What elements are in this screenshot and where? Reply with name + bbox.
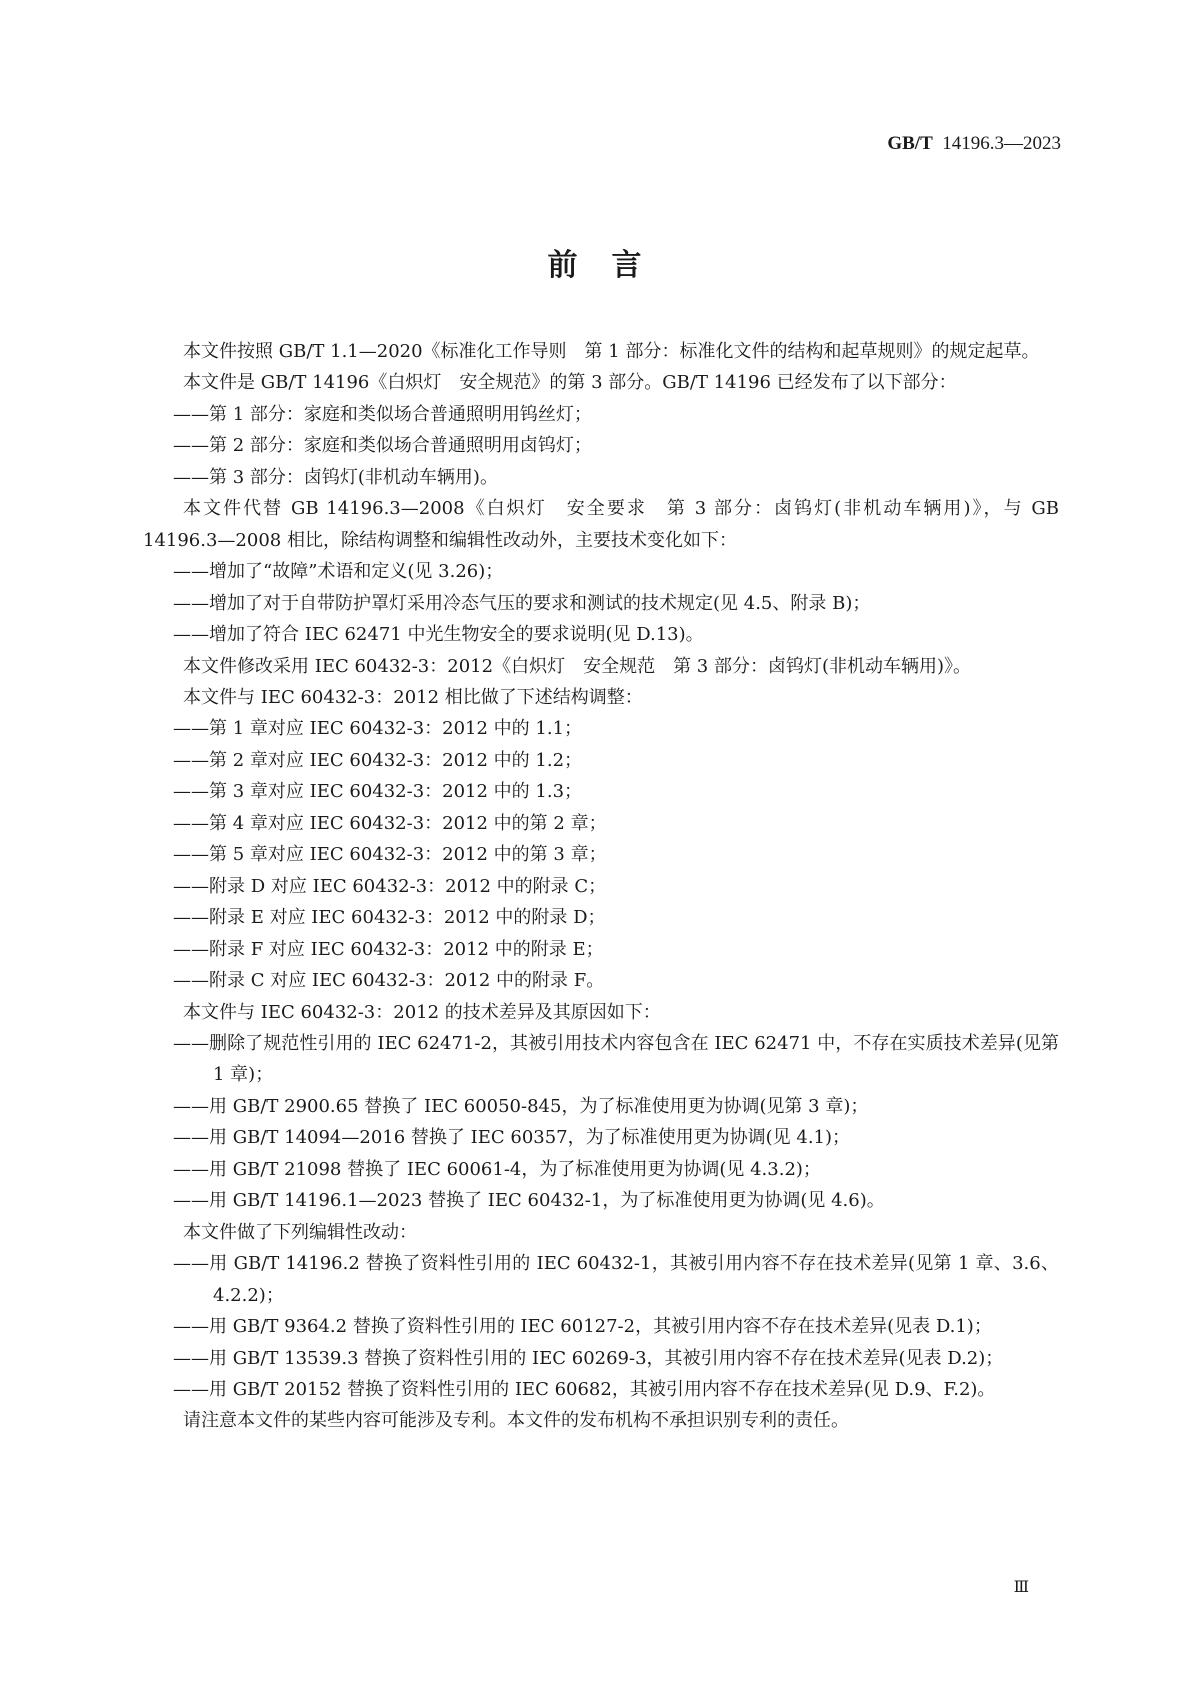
list-item: ——删除了规范性引用的 IEC 62471-2，其被引用技术内容包含在 IEC 62471 中，不存在实质技术差异(见第 1 章)； [173,1032,1059,1086]
paragraph: 本文件是 GB/T 14196《白炽灯 安全规范》的第 3 部分。GB/T 14196 已经发布了以下部分： [183,372,957,394]
paragraph: 本文件按照 GB/T 1.1—2020《标准化工作导则 第 1 部分：标准化文件的结构和起草规则》的规定起草。 [183,341,1040,362]
paragraph: 本文件与 IEC 60432-3：2012 的技术差异及其原因如下： [183,1001,661,1023]
paragraph: 本文件修改采用 IEC 60432-3：2012《白炽灯 安全规范 第 3 部分：卤钨灯(非机动车辆用)》。 [183,655,972,677]
list-item: ——附录 E 对应 IEC 60432-3：2012 中的附录 D； [173,907,606,929]
list-item: ——第 3 章对应 IEC 60432-3：2012 中的 1.3； [173,781,583,803]
paragraph: 本文件与 IEC 60432-3：2012 相比做了下述结构调整： [183,686,643,708]
list-item: ——第 1 部分：家庭和类似场合普通照明用钨丝灯； [173,403,592,425]
list-item: ——附录 D 对应 IEC 60432-3：2012 中的附录 C； [173,875,607,897]
list-item: ——第 2 章对应 IEC 60432-3：2012 中的 1.2； [173,749,583,771]
list-item: ——第 5 章对应 IEC 60432-3：2012 中的第 3 章； [173,844,607,866]
list-item: ——用 GB/T 14196.1—2023 替换了 IEC 60432-1，为了标准使用更为协调(见 4.6)。 [173,1190,885,1212]
document-code [887,133,1061,155]
standard-number: 14196.3—2023 [942,133,1061,154]
paragraph: 请注意本文件的某些内容可能涉及专利。本文件的发布机构不承担识别专利的责任。 [183,1410,849,1432]
list-item: ——附录 C 对应 IEC 60432-3：2012 中的附录 F。 [173,970,605,992]
list-item: ——用 GB/T 9364.2 替换了资料性引用的 IEC 60127-2，其被引用内容不存在技术差异(见表 D.1)； [173,1316,992,1338]
list-item: ——用 GB/T 14196.2 替换了资料性引用的 IEC 60432-1，其被引用内容不存在技术差异(见第 1 章、3.6、4.2.2)； [173,1253,1059,1306]
page-title: 前 言 [547,248,644,283]
list-item: ——第 4 章对应 IEC 60432-3：2012 中的第 2 章； [173,812,607,834]
list-item: ——用 GB/T 21098 替换了 IEC 60061-4，为了标准使用更为协调(见 4.3.2)； [173,1158,821,1180]
list-item: ——附录 F 对应 IEC 60432-3：2012 中的附录 E； [173,938,604,960]
list-item: ——第 3 部分：卤钨灯(非机动车辆用)。 [173,466,498,488]
standard-prefix: GB/T [887,133,933,154]
list-item: ——增加了对于自带防护罩灯采用冷态气压的要求和测试的技术规定(见 4.5、附录 B)； [173,592,871,614]
list-item: ——用 GB/T 20152 替换了资料性引用的 IEC 60682，其被引用内容不存在技术差异(见 D.9、F.2)。 [173,1378,996,1400]
paragraph: 本文件做了下列编辑性改动： [183,1221,417,1243]
list-item: ——第 2 部分：家庭和类似场合普通照明用卤钨灯； [173,435,592,457]
list-item: ——用 GB/T 14094—2016 替换了 IEC 60357，为了标准使用更为协调(见 4.1)； [173,1127,851,1149]
paragraph: 本文件代替 GB 14196.3—2008《白炽灯 安全要求 第 3 部分：卤钨灯(非机动车辆用)》，与 GB 14196.3—2008 相比，除结构调整和编辑性改动外，主要技术变化如下： [143,498,1059,551]
list-item: ——增加了符合 IEC 62471 中光生物安全的要求说明(见 D.13)。 [173,624,704,646]
page-number: Ⅲ [1013,1579,1029,1596]
list-item: ——用 GB/T 2900.65 替换了 IEC 60050-845，为了标准使用更为协调(见第 3 章)； [173,1095,869,1117]
foreword-body [143,336,1059,1437]
list-item: ——用 GB/T 13539.3 替换了资料性引用的 IEC 60269-3，其被引用内容不存在技术差异(见表 D.2)； [173,1347,1004,1369]
list-item: ——第 1 章对应 IEC 60432-3：2012 中的 1.1； [173,718,583,740]
list-item: ——增加了“故障”术语和定义(见 3.26)； [173,561,504,583]
